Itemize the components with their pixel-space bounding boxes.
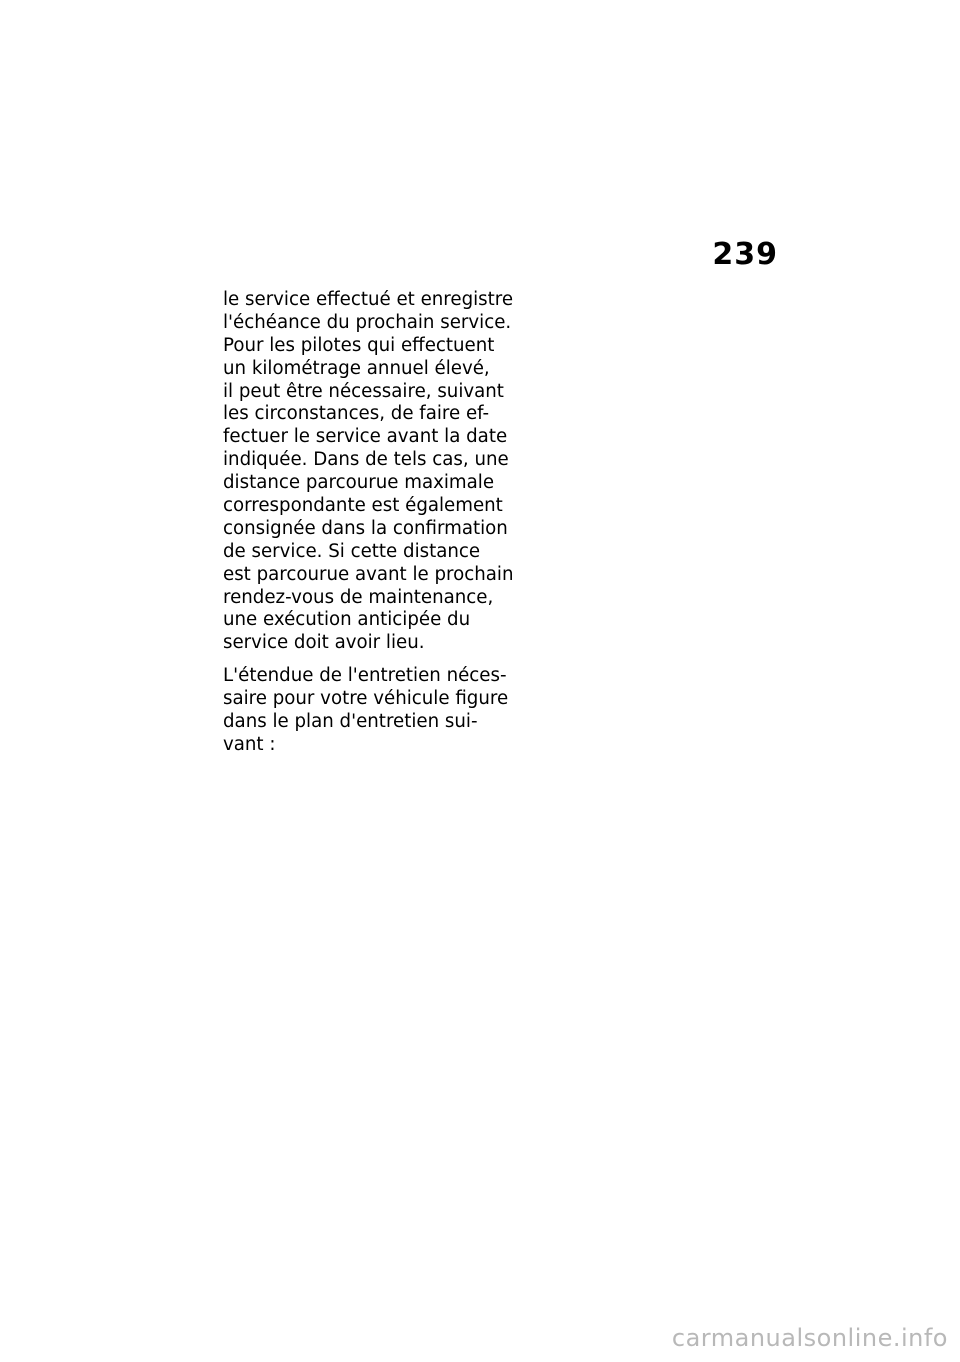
text-line: l'échéance du prochain service.	[223, 311, 512, 333]
text-line: il peut être nécessaire, suivant	[223, 380, 504, 402]
text-line: fectuer le service avant la date	[223, 426, 508, 448]
text-line: L'étendue de l'entretien néces-	[223, 665, 507, 687]
text-line: est parcourue avant le prochain	[223, 563, 514, 585]
text-line: consignée dans la confirmation	[223, 517, 508, 539]
watermark: carmanualsonline.info	[671, 1324, 948, 1352]
text-line: dans le plan d'entretien sui-	[223, 711, 478, 733]
text-line: indiquée. Dans de tels cas, une	[223, 449, 509, 471]
text-line: correspondante est également	[223, 495, 503, 517]
text-line: de service. Si cette distance	[223, 540, 481, 562]
text-line: une exécution anticipée du	[223, 609, 471, 631]
paragraph-maintenance-scope	[223, 665, 509, 757]
text-line: vant :	[223, 733, 276, 755]
text-line: le service effectué et enregistre	[223, 289, 514, 310]
text-line: rendez-vous de maintenance,	[223, 586, 494, 608]
paragraph-service-info	[223, 289, 514, 655]
page-number: 239	[712, 237, 778, 272]
text-column	[223, 289, 514, 757]
text-line: les circonstances, de faire ef-	[223, 403, 490, 425]
text-line: service doit avoir lieu.	[223, 632, 425, 654]
text-line: saire pour votre véhicule figure	[223, 688, 509, 710]
text-line: un kilométrage annuel élevé,	[223, 357, 490, 379]
text-line: Pour les pilotes qui effectuent	[223, 334, 495, 356]
text-line: distance parcourue maximale	[223, 472, 495, 494]
